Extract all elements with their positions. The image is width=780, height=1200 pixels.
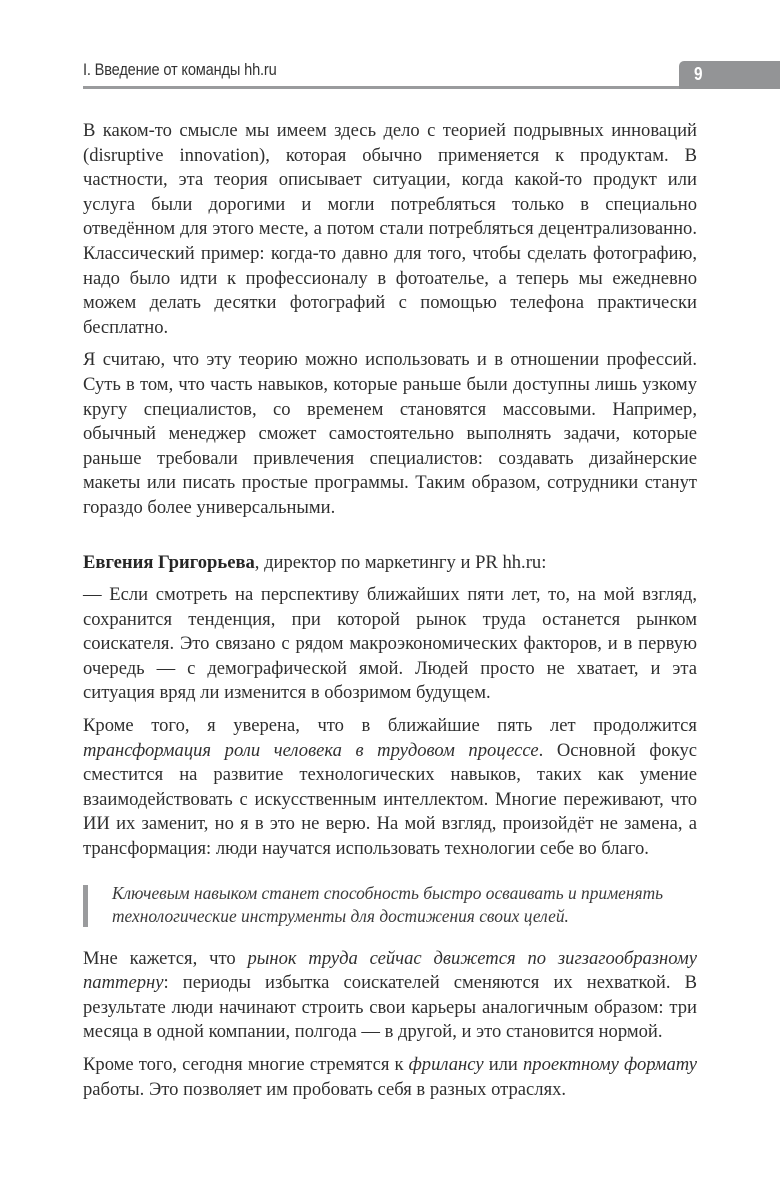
emphasis-project-format: проектному формату (522, 1054, 698, 1075)
paragraph-disruptive-innovation: В каком-то смысле мы имеем здесь дело с теорией подрывных инноваций (disruptive innovation), которая обычно применяется к продуктам. В частности, эта теория описывает ситуации, когда какой-то продукт или услуга были дорогими и могли потребляться только в специально отведённом для этого месте, а потом стали потребляться децентрализованно. Классический пример: когда-то давно для того, чтобы сделать фотографию, надо было идти к профессионалу в фотоателье, а теперь мы ежедневно можем делать десятки фотографий с помощью телефона практически бесплатно. (83, 120, 697, 338)
paragraph-professions-theory: Я считаю, что эту теорию можно использовать и в отношении профессий. Суть в том, что часть навыков, которые раньше были доступны лишь узкому кругу специалистов, со временем становятся массовыми. Например, обычный менеджер сможет самостоятельно выполнять задачи, которые раньше требовали привлечения специалистов: создавать дизайнерские макеты или писать простые программы. Таким образом, сотрудники станут гораздо более универсальными. (83, 349, 697, 518)
paragraph-labor-market: — Если смотреть на перспективу ближайших пяти лет, то, на мой взгляд, сохранится тенденция, при которой рынок труда останется рынком соискателя. Это связано с рядом макроэкономических факторов, и в первую очередь — с демографической ямой. Людей просто не хватает, и эта ситуация вряд ли изменится в обозримом будущем. (83, 584, 697, 704)
pull-quote (83, 882, 697, 929)
paragraph-role-transformation: Кроме того, я уверена, что в ближайшие пять лет продолжится трансформация роли человека в трудовом процессе. Основной фокус сместится на развитие технологических навыков, таких как умение взаимодействовать с искусственным интеллектом. Многие переживают, что ИИ их заменит, но я в это не верю. На мой взгляд, произойдёт не замена, а трансформация: люди научатся использовать технологии себе во благо. (83, 715, 698, 860)
pull-quote-text: Ключевым навыком станет способность быстро осваивать и применять технологические инструменты для достижения своих целей. (112, 882, 664, 927)
running-title: I. Введение от команды hh.ru (83, 60, 277, 79)
emphasis-role-transformation: трансформация роли человека в трудовом процессе (83, 739, 539, 761)
emphasis-zigzag: рынок труда сейчас движется по зигзагообразному паттерну (83, 947, 697, 994)
paragraph-freelance: Кроме того, сегодня многие стремятся к фрилансу или проектному формату работы. Это позволяет им пробовать себя в разных отраслях. (83, 1054, 698, 1100)
paragraph-zigzag-pattern: Мне кажется, что рынок труда сейчас движется по зигзагообразному паттерну: периоды избытка соискателей сменяются их нехваткой. В результате люди начинают строить свои карьеры аналогичным образом: три месяца в одной компании, полгода — в другой, и это становится нормой. (83, 947, 697, 1043)
running-header (83, 58, 680, 89)
speaker-role: , директор по маркетингу и PR hh.ru: (254, 551, 547, 573)
page-number: 9 (694, 64, 703, 84)
quote-bar (83, 885, 88, 927)
speaker-name: Евгения Григорьева (83, 551, 255, 573)
page-body (83, 119, 697, 1110)
speaker-attribution (83, 551, 697, 576)
page-number-tab (679, 61, 780, 89)
emphasis-freelance: фрилансу (408, 1054, 484, 1075)
